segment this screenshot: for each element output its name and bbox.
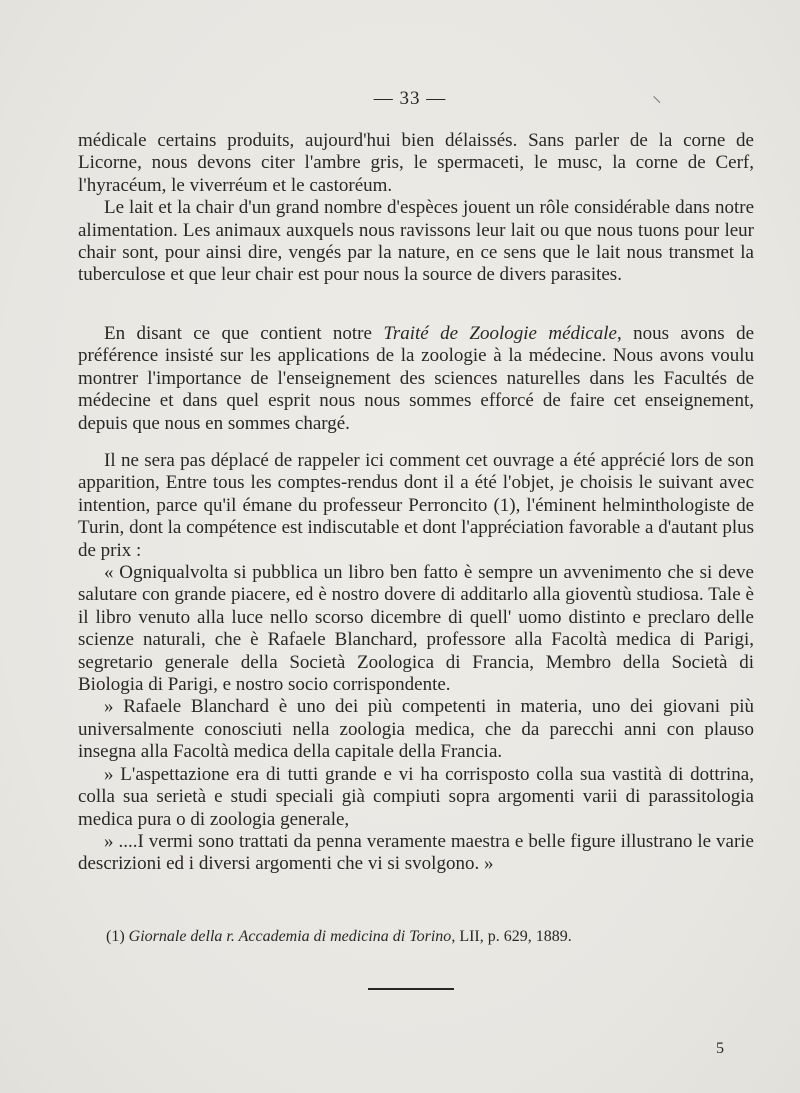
footnote-marker: (1) (106, 928, 129, 945)
footnote (106, 927, 726, 947)
paragraph-text: , nous avons de préférence insisté sur les applications de la zoologie à la médecine. Nous avons voulu montrer l'importance de l'enseignement des sciences naturelles dans les Facultés de médecine et dans quel esprit nous nous sommes efforcé de faire cet enseignement, depuis que nous en sommes chargé. (78, 323, 754, 434)
page-number: — 33 — (373, 88, 447, 109)
paragraph (78, 323, 754, 435)
signature-mark: 5 (716, 1040, 724, 1057)
footnote-reference: , LII, p. 629, 1889. (451, 928, 572, 945)
quote-paragraph: » L'aspettazione era di tutti grande e vi ha corrisposto colla sua vastità di dottrina, colla sua serietà e studi speciali già compiuti sopra argomenti varii di parassitologia medica pura o di zoologia generale, (78, 763, 754, 830)
text-section-3 (78, 450, 754, 876)
paragraph: Il ne sera pas déplacé de rappeler ici comment cet ouvrage a été apprécié lors de son apparition, Entre tous les comptes-rendus dont il a été l'objet, je choisis le suivant avec intention, parce qu'il émane du professeur Perroncito (1), l'éminent helminthologiste de Turin, dont la compétence est indiscutable et dont l'appréciation favorable a d'autant plus de prix : (78, 450, 754, 561)
quote-paragraph: » Rafaele Blanchard è uno dei più competenti in materia, uno dei giovani più universalmente conosciuti nella zoologia medica, che da parecchi anni con plauso insegna alla Facoltà medica della capitale della Francia. (78, 696, 754, 763)
quote-paragraph: » ....I vermi sono trattati da penna veramente maestra e belle figure illustrano le varie descrizioni ed i diversi argomenti che vi si svolgono. » (78, 830, 754, 875)
paragraph: Le lait et la chair d'un grand nombre d'espèces jouent un rôle considérable dans notre alimentation. Les animaux auxquels nous ravissons leur lait ou que nous tuons pour leur chair sont, pour ainsi dire, vengés par la nature, en ce sens que le lait nous transmet la tuberculose et que leur chair est pour nous la source de divers parasites. (78, 197, 754, 286)
quote-paragraph: « Ogniqualvolta si pubblica un libro ben fatto è sempre un avvenimento che si deve salutare con grande piacere, ed è nostro dovere di additarlo alla gioventù studiosa. Tale è il libro venuto alla luce nello scorso dicembre di quell' uomo distinto e preclaro delle scienze naturali, che è Rafaele Blanchard, professore alla Facoltà medica di Parigi, segretario generale della Società Zoologica di Francia, Membro della Società di Biologia di Parigi, e nostro socio corrispondente. (78, 562, 754, 696)
paragraph-text: En disant ce que contient notre (104, 323, 384, 344)
book-title: Traité de Zoologie médicale (383, 323, 617, 344)
text-section-2 (78, 323, 754, 435)
text-section-1 (78, 130, 754, 287)
end-rule (368, 988, 454, 990)
paragraph: médicale certains produits, aujourd'hui bien délaissés. Sans parler de la corne de Licorne, nous devons citer l'ambre gris, le spermaceti, le musc, la corne de Cerf, l'hyracéum, le viverréum et le castoréum. (78, 130, 754, 196)
footnote-source: Giornale della r. Accademia di medicina di Torino (128, 928, 452, 945)
